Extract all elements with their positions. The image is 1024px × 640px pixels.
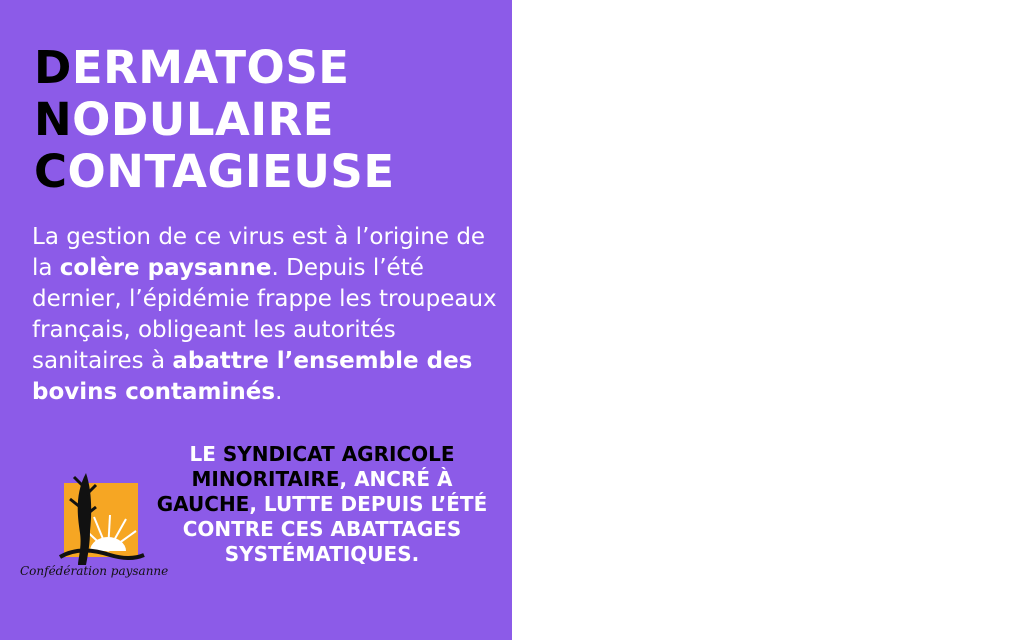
text: La gestion de ce virus est à l’origine de la [32,224,486,281]
text: . [275,379,283,405]
right-panel [512,0,1024,640]
title-rest: ERMATOSE [71,41,350,94]
text: , LUTTE DEPUIS L’ÉTÉ CONTRE CES ABATTAGES SYSTÉMATIQUES. [182,492,488,566]
text: LE [189,442,223,466]
confederation-logo-text: Confédération paysanne [20,564,169,578]
bold-text: colère paysanne [59,255,272,281]
title-initial: D [34,41,72,94]
title-line-dermatose [34,42,395,94]
highlight-text: GAUCHE [156,492,250,516]
virus-paragraph [32,222,500,408]
title-initial: C [34,145,68,198]
confederation-paragraph [152,442,492,567]
text: . Depuis l’été dernier, l’épidémie frappe les troupeaux français, obligeant les autorités sanitaires à [32,255,497,374]
title-rest: ODULAIRE [72,93,334,146]
text: , ANCRÉ À [339,467,453,491]
highlight-text: SYNDICAT AGRICOLE MINORITAIRE [191,442,455,491]
title-line-nodulaire [34,94,395,146]
bold-text: abattre l’ensemble des bovins contaminés [32,348,473,405]
title-rest: ONTAGIEUSE [67,145,395,198]
dnc-title [34,42,395,198]
title-line-contagieuse [34,146,395,198]
title-initial: N [34,93,73,146]
